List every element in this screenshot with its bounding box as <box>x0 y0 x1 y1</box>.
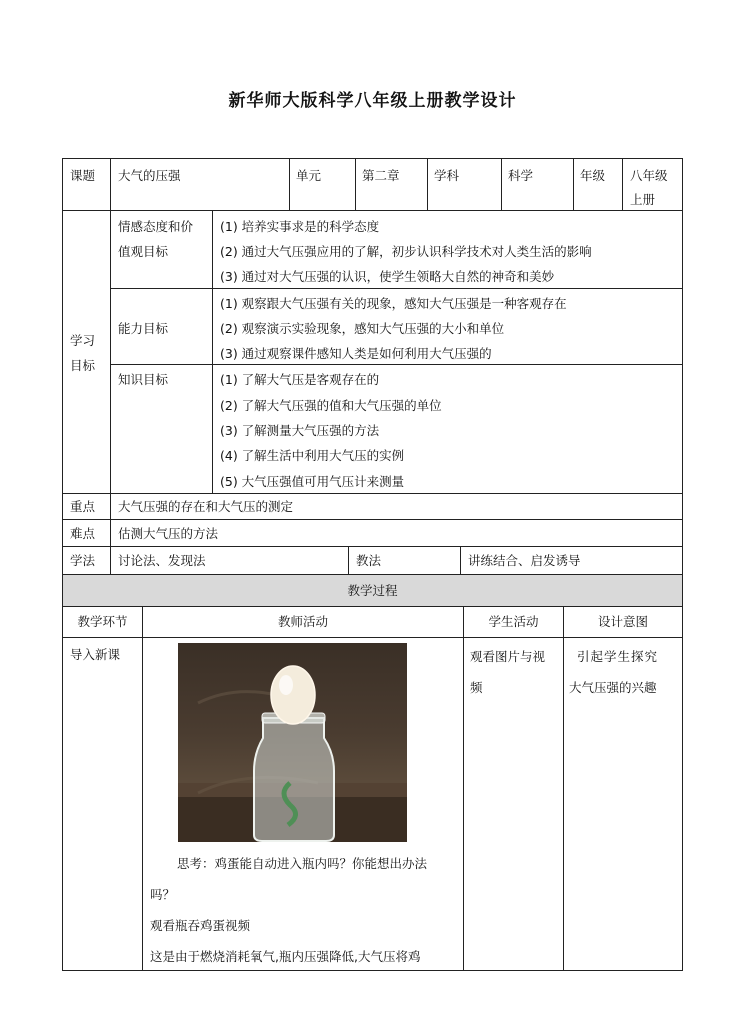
knowledge-item: (4) 了解生活中利用大气压的实例 <box>220 448 405 463</box>
study-method-value: 讨论法、发现法 <box>118 553 206 568</box>
knowledge-item: (3) 了解测量大气压强的方法 <box>220 423 380 438</box>
cell-unit-value: 第二章 <box>362 168 400 183</box>
col-header-intent: 设计意图 <box>597 614 648 629</box>
key-point-value: 大气压强的存在和大气压的测定 <box>118 499 294 514</box>
teach-method-value: 讲练结合、启发诱导 <box>468 553 581 568</box>
col-header-teacher: 教师活动 <box>277 614 328 629</box>
teach-method-label: 教法 <box>356 553 382 568</box>
cell-discipline-label: 学科 <box>434 168 460 183</box>
ability-item: (2) 观察演示实验现象，感知大气压强的大小和单位 <box>220 321 505 336</box>
cell-discipline-value: 科学 <box>508 168 534 183</box>
teacher-line: 观看瓶吞鸡蛋视频 <box>150 918 251 933</box>
study-method-label: 学法 <box>70 553 96 568</box>
cell-unit-label: 单元 <box>296 168 322 183</box>
col-header-stage: 教学环节 <box>77 614 128 629</box>
design-intent-a: 引起学生探究 <box>577 649 659 664</box>
ability-item: (1) 观察跟大气压强有关的现象，感知大气压强是一种客观存在 <box>220 296 567 311</box>
knowledge-item: (2) 了解大气压强的值和大气压强的单位 <box>220 398 442 413</box>
emotion-label-b: 值观目标 <box>118 244 169 259</box>
teacher-line: 这是由于燃烧消耗氧气,瓶内压强降低,大气压将鸡 <box>150 949 421 964</box>
cell-grade-value-b: 上册 <box>630 192 656 207</box>
egg-in-bottle-photo <box>178 643 407 842</box>
knowledge-label: 知识目标 <box>118 372 169 387</box>
student-activity-a: 观看图片与视 <box>470 649 546 664</box>
ability-label: 能力目标 <box>118 321 169 336</box>
page-title: 新华师大版科学八年级上册教学设计 <box>228 91 517 111</box>
objectives-label-b: 目标 <box>70 358 96 373</box>
objectives-label-a: 学习 <box>70 333 96 348</box>
design-intent-b: 大气压强的兴趣 <box>569 680 657 695</box>
cell-grade-value-a: 八年级 <box>630 168 668 183</box>
difficulty-label: 难点 <box>70 526 96 541</box>
key-point-label: 重点 <box>70 499 96 514</box>
teacher-line: 思考：鸡蛋能自动进入瓶内吗？你能想出办法 <box>177 856 428 871</box>
process-heading: 教学过程 <box>347 583 398 598</box>
teacher-line: 吗？ <box>150 887 176 902</box>
cell-subject-label: 课题 <box>70 168 96 183</box>
knowledge-item: (1) 了解大气压是客观存在的 <box>220 372 380 387</box>
cell-grade-label: 年级 <box>580 168 606 183</box>
cell-subject-value: 大气的压强 <box>118 168 181 183</box>
difficulty-value: 估测大气压的方法 <box>118 526 219 541</box>
emotion-item: (2) 通过大气压强应用的了解，初步认识科学技术对人类生活的影响 <box>220 244 592 259</box>
emotion-item: (3) 通过对大气压强的认识，使学生领略大自然的神奇和美妙 <box>220 269 555 284</box>
emotion-label-a: 情感态度和价 <box>118 219 194 234</box>
stage-intro: 导入新课 <box>70 647 121 662</box>
emotion-item: (1) 培养实事求是的科学态度 <box>220 219 380 234</box>
col-header-student: 学生活动 <box>488 614 539 629</box>
ability-item: (3) 通过观察课件感知人类是如何利用大气压强的 <box>220 346 492 361</box>
knowledge-item: (5) 大气压强值可用气压计来测量 <box>220 474 405 489</box>
student-activity-b: 频 <box>470 680 483 695</box>
